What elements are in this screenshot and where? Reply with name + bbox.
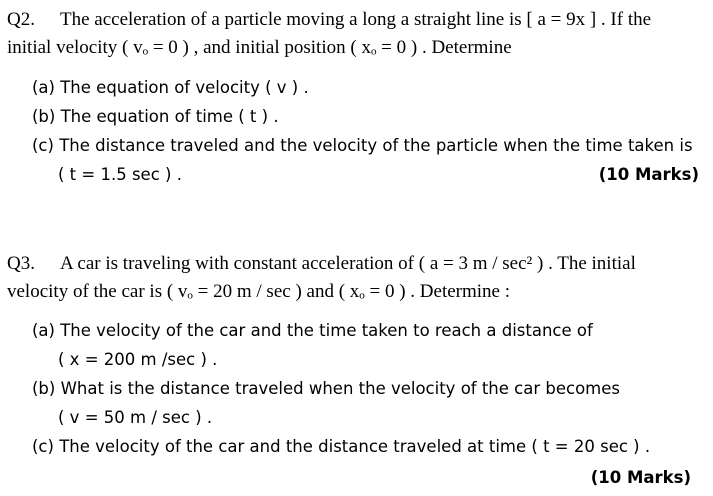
q2-marks: (10 Marks) bbox=[598, 165, 699, 184]
q2-stem-line2: initial velocity ( vₒ = 0 ) , and initial position ( xₒ = 0 ) . Determine bbox=[7, 37, 512, 58]
q3-stem-line2: velocity of the car is ( vₒ = 20 m / sec ) and ( xₒ = 0 ) . Determine : bbox=[7, 281, 511, 302]
q2-part-b: (b) The equation of time ( t ) . bbox=[32, 107, 279, 126]
q3-part-a: (a) The velocity of the car and the time taken to reach a distance of bbox=[32, 321, 593, 340]
q2-part-a: (a) The equation of velocity ( v ) . bbox=[32, 78, 309, 97]
q3-part-b-cont: ( v = 50 m / sec ) . bbox=[58, 408, 213, 427]
q3-part-b: (b) What is the distance traveled when the velocity of the car becomes bbox=[32, 379, 620, 398]
q2-part-c-cont: ( t = 1.5 sec ) . bbox=[58, 165, 182, 184]
q3-part-a-cont: ( x = 200 m /sec ) . bbox=[58, 350, 218, 369]
q2-part-c: (c) The distance traveled and the velocity of the particle when the time taken is bbox=[32, 136, 693, 155]
q2-number: Q2. bbox=[7, 9, 35, 30]
q3-part-c: (c) The velocity of the car and the distance traveled at time ( t = 20 sec ) . bbox=[32, 437, 651, 456]
q3-number: Q3. bbox=[7, 253, 35, 274]
q3-marks: (10 Marks) bbox=[590, 468, 691, 487]
q3-stem-line1: A car is traveling with constant acceleration of ( a = 3 m / sec² ) . The initial bbox=[60, 253, 636, 274]
q2-stem-line1: The acceleration of a particle moving a long a straight line is [ a = 9x ] . If the bbox=[60, 9, 652, 30]
